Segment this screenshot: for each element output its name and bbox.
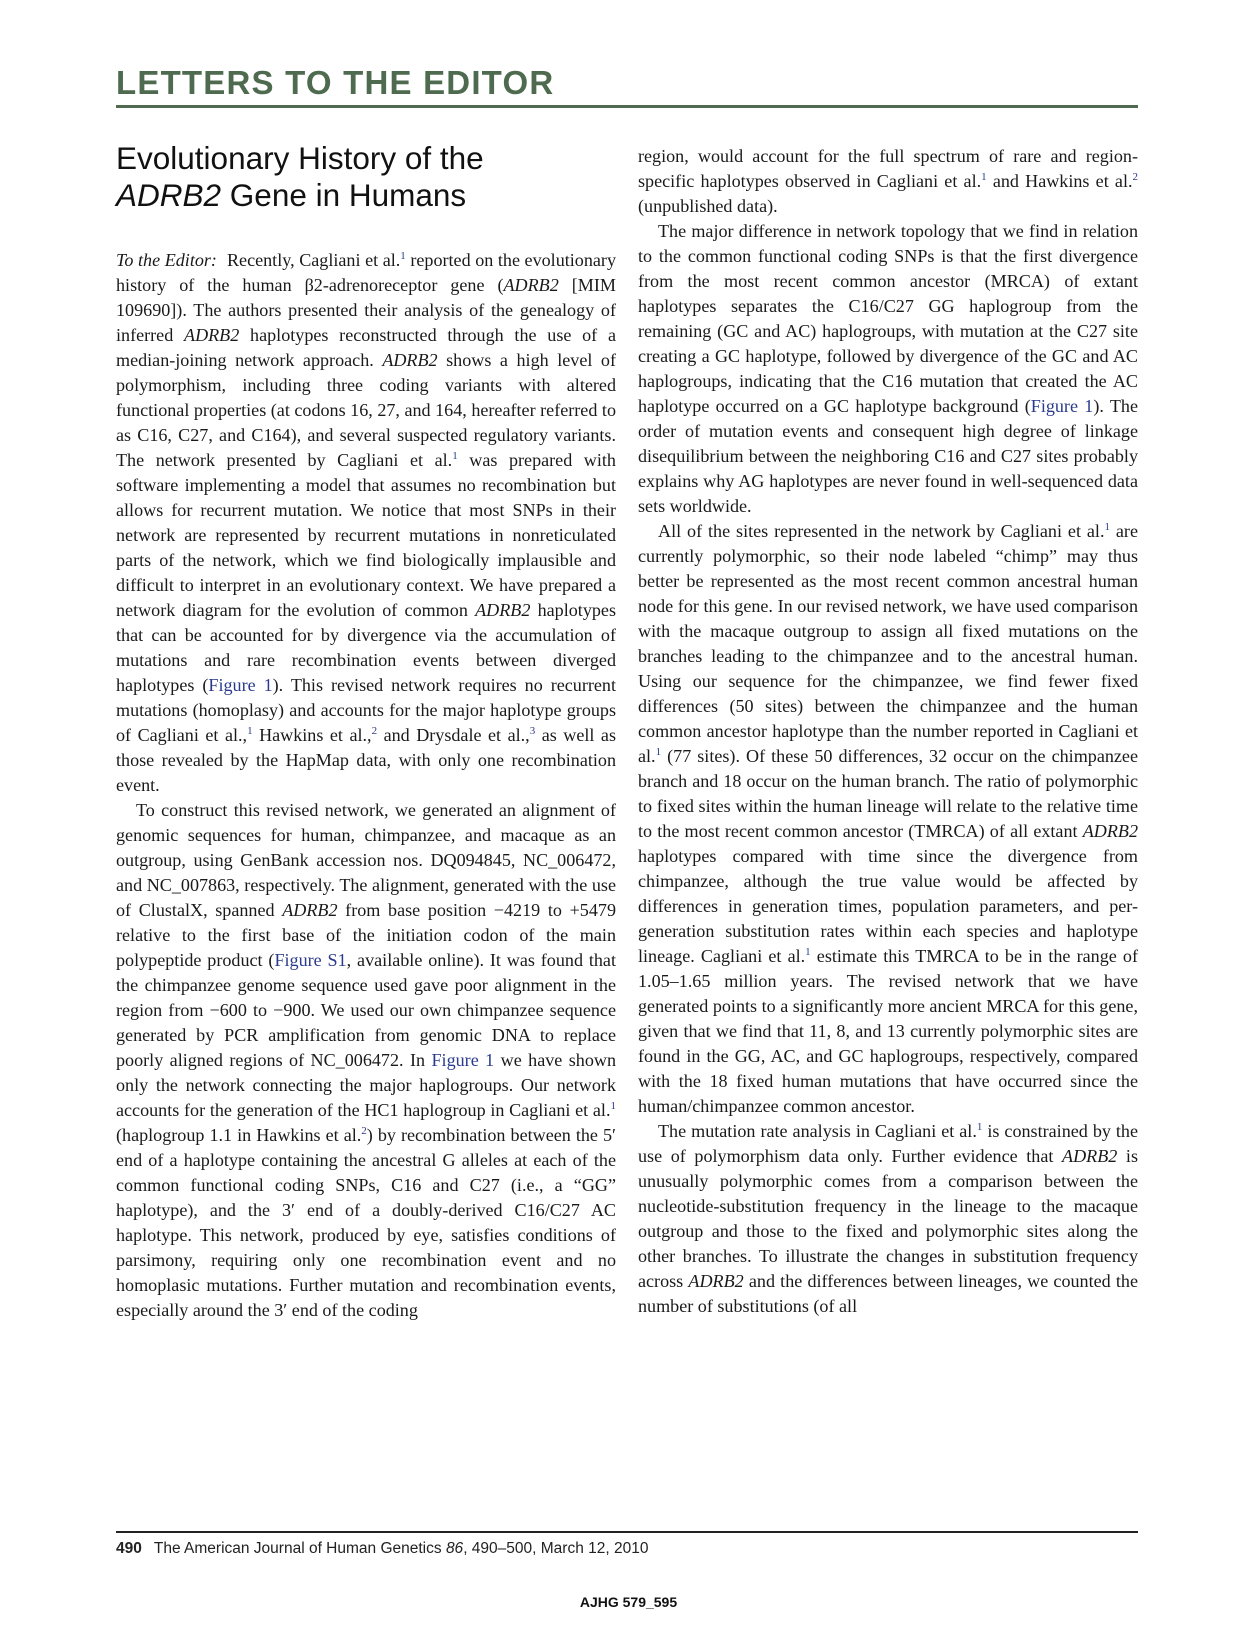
figure-link[interactable]: Figure 1 xyxy=(208,675,273,695)
paragraph-topology: The major difference in network topology that we find in relation to the common functional coding SNPs is that the first divergence from the most recent common ancestor (MRCA) of extant haplotypes separates the C16/C27 GG haplogroup from the remaining (GC and AC) haplogroups, with mutation at the C27 site creating a GC haplotype, followed by divergence of the GC and AC haplogroups, indicating that the C16 mutation that created the AC haplotype occurred on a GC haplotype background (Figure 1). The order of mutation events and consequent high degree of linkage disequilibrium between the neighboring C16 and C27 sites probably explains why AG haplotypes are never found in well-sequenced data sets worldwide. xyxy=(638,221,1138,516)
footer-rule xyxy=(116,1531,1138,1533)
paragraph-polymorphic-sites: All of the sites represented in the network by Cagliani et al.$^1$ are currently polymorphic, so their node labeled “chimp” may thus better be represented as the most recent common ancestral human node for this gene. In our revised network, we have used comparison with the macaque outgroup to assign all fixed mutations on the branches leading to the chimpanzee and to the ancestral human. Using our sequence for the chimpanzee, we find fewer fixed differences (50 sites) between the chimpanzee and the human common ancestor haplotype than the number reported in Cagliani et al.$^1$ (77 sites). Of these 50 differences, 32 occur on the chimpanzee branch and 18 occur on the human branch. The ratio of polymorphic to fixed sites within the human lineage will relate to the relative time to the most recent common ancestor (TMRCA) of all extant ADRB2 haplotypes compared with time since the divergence from chimpanzee, although the true value would be affected by differences in generation times, population parameters, and per-generation substitution rates within each species and haplotype lineage. Cagliani et al.$^1$ estimate this TMRCA to be in the range of 1.05–1.65 million years. The revised network that we have generated points to a significantly more ancient MRCA for this gene, given that we find that 11, 8, and 13 currently polymorphic sites are found in the GG, AC, and GC haplogroups, respectively, compared with the 18 fixed human mutations that have occurred since the human/chimpanzee common ancestor. xyxy=(638,520,1139,1116)
figure-link[interactable]: Figure S1 xyxy=(274,950,347,970)
ref-link[interactable]: 1 xyxy=(1104,520,1110,533)
left-column xyxy=(116,140,616,1323)
paragraph-methods: To construct this revised network, we generated an alignment of genomic sequences for human, chimpanzee, and macaque as an outgroup, using GenBank accession nos. DQ094845, NC_006472, and NC_007863, respectively. The alignment, generated with the use of ClustalX, spanned ADRB2 from base position −4219 to +5479 relative to the first base of the initiation codon of the main polypeptide product (Figure S1, available online). It was found that the chimpanzee genome sequence used gave poor alignment in the region from −600 to −900. We used our own chimpanzee sequence generated by PCR amplification from genomic DNA to replace poorly aligned regions of NC_006472. In Figure 1 we have shown only the network connecting the major haplogroups. Our network accounts for the generation of the HC1 haplogroup in Cagliani et al.$^1$ (haplogroup 1.1 in Hawkins et al.$^2$) by recombination between the 5′ end of a haplotype containing the ancestral G alleles at each of the common functional coding SNPs, C16 and C27 (i.e., a “GG” haplotype), and the 3′ end of a doubly-derived C16/C27 AC haplotype. This network, produced by eye, satisfies conditions of parsimony, requiring only one recombination event and no homoplasic mutations. Further mutation and recombination events, especially around the 3′ end of the coding xyxy=(116,800,616,1320)
paragraph-mutation-rate: The mutation rate analysis in Cagliani et al.$^1$ is constrained by the use of polymorphism data only. Further evidence that ADRB2 is unusually polymorphic comes from a comparison between the nucleotide-substitution frequency in the lineage to the macaque outgroup and those to the fixed and polymorphic sites along the other branches. To illustrate the changes in substitution frequency across ADRB2 and the differences between lineages, we counted the number of substitutions (of all xyxy=(638,1120,1139,1316)
page-number: 490 xyxy=(116,1540,142,1557)
section-header: LETTERS TO THE EDITOR xyxy=(116,64,555,101)
paragraph-intro: To the Editor: Recently, Cagliani et al.$^1$ reported on the evolutionary history of the human β2-adrenoreceptor gene (ADRB2 [MIM 109690]). The authors presented their analysis of the genealogy of inferred ADRB2 haplotypes reconstructed through the use of a median-joining network approach. ADRB2 shows a high level of polymorphism, including three coding variants with altered functional properties (at codons 16, 27, and 164, hereafter referred to as C16, C27, and C164), and several suspected regulatory variants. The network presented by Cagliani et al.$^1$ was prepared with software implementing a model that assumes no recombination but allows for recurrent mutation. We notice that most SNPs in their network are represented by recurrent mutations in nonreticulated parts of the network, which we find biologically implausible and difficult to interpret in an evolutionary context. We have prepared a network diagram for the evolution of common ADRB2 haplotypes that can be accounted for by divergence via the accumulation of mutations and rare recombination events between diverged haplotypes (Figure 1). This revised network requires no recurrent mutations (homoplasy) and accounts for the major haplotype groups of Cagliani et al.,$^1$ Hawkins et al.,$^2$ and Drysdale et al.,$^3$ as well as those revealed by the HapMap data, with only one recombination event. xyxy=(116,249,616,795)
page-footer: 490 The American Journal of Human Genetics 86, 490–500, March 12, 2010 xyxy=(116,1540,649,1557)
ref-link[interactable]: 2 xyxy=(1132,170,1138,183)
ref-link[interactable]: 1 xyxy=(452,449,458,462)
salutation: To the Editor: xyxy=(116,250,217,270)
ref-link[interactable]: 1 xyxy=(400,249,406,262)
paragraph-continued: region, would account for the full spectrum of rare and region-specific haplotypes observed in Cagliani et al.$^1$ and Hawkins et al.$^2$ (unpublished data). xyxy=(638,146,1138,216)
journal-volume: 86 xyxy=(445,1540,464,1557)
title-gene-name: ADRB2 xyxy=(116,177,222,213)
job-id: AJHG 579_595 xyxy=(579,1594,678,1610)
ref-link[interactable]: 1 xyxy=(981,170,987,183)
ref-link[interactable]: 1 xyxy=(247,724,253,737)
article-title: Evolutionary History of the ADRB2 Gene in Humans xyxy=(116,140,484,213)
figure-link[interactable]: Figure 1 xyxy=(1030,396,1094,416)
figure-link[interactable]: Figure 1 xyxy=(431,1050,495,1070)
ref-link[interactable]: 1 xyxy=(805,945,811,958)
header-rule xyxy=(116,105,1138,108)
ref-link[interactable]: 1 xyxy=(655,745,662,758)
ref-link[interactable]: 2 xyxy=(371,724,378,737)
ref-link[interactable]: 3 xyxy=(529,724,536,737)
ref-link[interactable]: 1 xyxy=(610,1099,616,1112)
ref-link[interactable]: 2 xyxy=(361,1124,367,1137)
right-column xyxy=(638,144,1138,1319)
ref-link[interactable]: 1 xyxy=(976,1120,983,1133)
